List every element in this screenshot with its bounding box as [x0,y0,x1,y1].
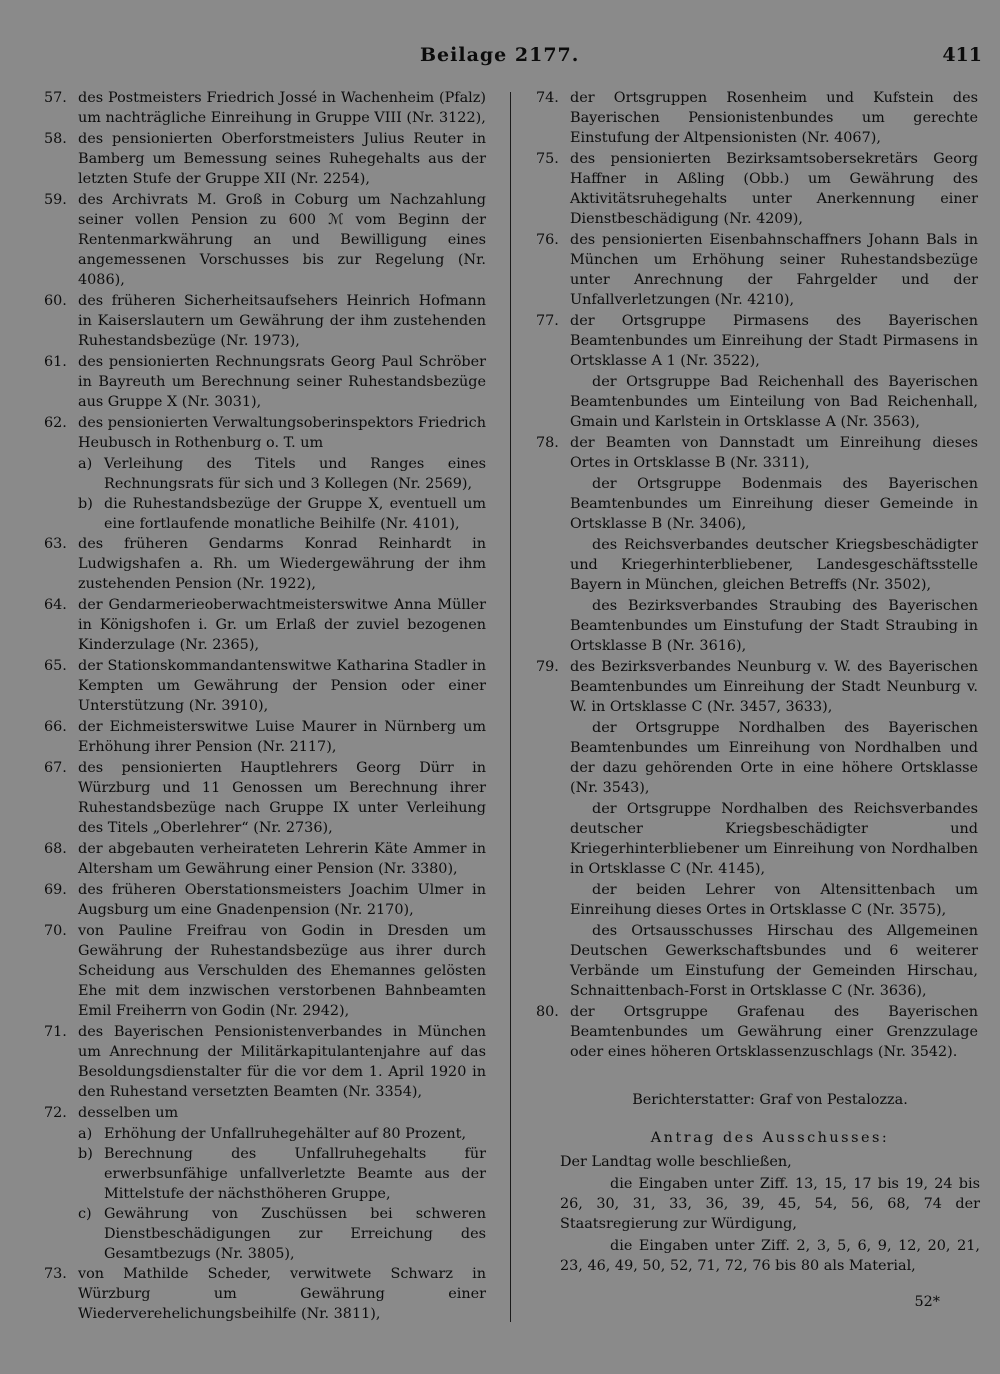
petition-entry [536,311,978,371]
petition-entry [536,88,978,148]
sub-item-label: a) [78,456,93,472]
entry-continuation: der Ortsgruppe Bodenmais des Bayerischen Beamtenbundes um Einreihung dieser Gemeinde in Ortsklasse B (Nr. 3406), [570,476,978,532]
entry-number: 70. [44,923,67,939]
entry-continuation: des Reichsverbandes deutscher Kriegsbeschädigter und Kriegerhinterbliebener, Landesgeschäftsstelle Bayern in München, gleichen Betreffs (Nr. 3502), [570,537,978,593]
entry-number: 61. [44,354,67,370]
entry-continuation: der beiden Lehrer von Altensittenbach um Einreihung dieses Ortes in Ortsklasse C (Nr. 3575), [570,882,978,918]
sub-item [78,1144,486,1204]
entry-text: der Ortsgruppe Pirmasens des Bayerischen Beamtenbundes um Einreihung der Stadt Pirmasens in Ortsklasse A 1 (Nr. 3522), [570,313,978,369]
entry-number: 79. [536,659,559,675]
entry-number: 69. [44,882,67,898]
motion-heading: Antrag des Ausschusses: [650,1130,890,1146]
closing-section [560,1090,980,1276]
entry-number: 80. [536,1004,559,1020]
petition-entry [536,1002,978,1062]
entry-number: 57. [44,90,67,106]
entry-number: 65. [44,658,67,674]
left-column [44,88,486,1325]
petition-entry [44,129,486,189]
entry-number: 73. [44,1266,67,1282]
motion-intro: Der Landtag wolle beschließen, [560,1154,792,1170]
entry-text: der Beamten von Dannstadt um Einreihung dieses Ortes in Ortsklasse B (Nr. 3311), [570,435,978,471]
entry-continuation: des Bezirksverbandes Straubing des Bayerischen Beamtenbundes um Einstufung der Stadt Straubing in Ortsklasse B (Nr. 3616), [570,598,978,654]
motion-paragraph-2: die Eingaben unter Ziff. 2, 3, 5, 6, 9, 12, 20, 21, 23, 46, 49, 50, 52, 71, 72, 76 bis 80 als Material, [560,1238,980,1274]
sub-item [78,494,486,534]
sub-item-label: b) [78,496,93,512]
sub-item [78,454,486,494]
entry-text: der Eichmeisterswitwe Luise Maurer in Nürnberg um Erhöhung ihrer Pension (Nr. 2117), [78,719,486,755]
petition-entry [44,1022,486,1102]
petition-entry [44,352,486,412]
column-divider [510,92,511,1322]
page-title: Beilage 2177. [420,44,580,66]
sub-item-text: Gewährung von Zuschüssen bei schweren Dienstbeschädigungen zur Erreichung des Gesamtbezugs (Nr. 3805), [104,1206,486,1262]
page-number: 411 [942,44,982,66]
sub-item-label: b) [78,1146,93,1162]
entry-text: des Bezirksverbandes Neunburg v. W. des Bayerischen Beamtenbundes um Einreihung der Stadt Neunburg v. W. in Ortsklasse C (Nr. 3457, 3633), [570,659,978,715]
entry-number: 60. [44,293,67,309]
entry-text: des pensionierten Bezirksamtsobersekretärs Georg Haffner in Aßling (Obb.) um Gewährung des Aktivitätsruhegehalts unter Anerkennung einer Dienstbeschädigung (Nr. 4209), [570,151,978,227]
petition-entry [44,656,486,716]
petition-entry [44,880,486,920]
signature-mark: 52* [914,1294,940,1310]
entry-text: des früheren Sicherheitsaufsehers Heinrich Hofmann in Kaiserslautern um Gewährung der ihm zustehenden Ruhestandsbezüge (Nr. 1973), [78,293,486,349]
entry-number: 64. [44,597,67,613]
petition-entry [44,595,486,655]
petition-entry [536,149,978,229]
entry-text: des Archivrats M. Groß in Coburg um Nachzahlung seiner vollen Pension zu 600 ℳ vom Beginn der Rentenmarkwährung an und Bewilligung eines angemessenen Vorschusses bis zur Regelung (Nr. 4086), [78,192,486,288]
petition-entry [44,534,486,594]
entry-text: des pensionierten Oberforstmeisters Julius Reuter in Bamberg um Bemessung seines Ruhegehalts aus der letzten Stufe der Gruppe XII (Nr. 2254), [78,131,486,187]
petition-entry [536,230,978,310]
petition-entry [44,1264,486,1324]
sub-item-text: die Ruhestandsbezüge der Gruppe X, eventuell um eine fortlaufende monatliche Beihilfe (Nr. 4101), [104,496,486,532]
entry-number: 77. [536,313,559,329]
petition-entry [44,758,486,838]
entry-number: 76. [536,232,559,248]
sub-item-text: Berechnung des Unfallruhegehalts für erwerbsunfähige unfallverletzte Beamte aus der Mittelstufe der nächsthöheren Gruppe, [104,1146,486,1202]
entry-text: der Ortsgruppe Grafenau des Bayerischen Beamtenbundes um Gewährung einer Grenzzulage oder eines höheren Ortsklassenzuschlags (Nr. 3542). [570,1004,978,1060]
petition-entry [44,88,486,128]
entry-text: des pensionierten Eisenbahnschaffners Johann Bals in München um Erhöhung seiner Ruhestandsbezüge unter Anrechnung der Fahrgelder und der Unfallverletzungen (Nr. 4210), [570,232,978,308]
entry-number: 67. [44,760,67,776]
entry-text: des pensionierten Hauptlehrers Georg Dürr in Würzburg und 11 Genossen um Berechnung ihrer Ruhestandsbezüge nach Gruppe IX unter Verleihung des Titels „Oberlehrer“ (Nr. 2736), [78,760,486,836]
sub-item-text: Verleihung des Titels und Ranges eines Rechnungsrats für sich und 3 Kollegen (Nr. 2569), [104,456,486,492]
entry-number: 71. [44,1024,67,1040]
petition-entry [44,1103,486,1123]
entry-continuation: der Ortsgruppe Bad Reichenhall des Bayerischen Beamtenbundes um Einteilung von Bad Reichenhall, Gmain und Karlstein in Ortsklasse A (Nr. 3563), [570,374,978,430]
right-column [536,88,978,1063]
entry-text: der abgebauten verheirateten Lehrerin Käte Ammer in Altersham um Gewährung einer Pension (Nr. 3380), [78,841,486,877]
entry-continuation: des Ortsausschusses Hirschau des Allgemeinen Deutschen Gewerkschaftsbundes und 6 weiterer Verbände um Einstufung der Gemeinden Hirschau, Schnaittenbach-Forst in Ortsklasse C (Nr. 3636), [570,923,978,999]
entry-continuation: der Ortsgruppe Nordhalben des Bayerischen Beamtenbundes um Einreihung von Nordhalben und der dazu gehörenden Orte in eine höhere Ortsklasse (Nr. 3543), [570,720,978,796]
entry-number: 66. [44,719,67,735]
petition-entry [44,190,486,290]
entry-text: von Mathilde Scheder, verwitwete Schwarz in Würzburg um Gewährung einer Wiederverehelichungsbeihilfe (Nr. 3811), [78,1266,486,1322]
entry-text: des früheren Gendarms Konrad Reinhardt in Ludwigshafen a. Rh. um Wiedergewährung der ihm zustehenden Pension (Nr. 1922), [78,536,486,592]
motion-paragraph-1: die Eingaben unter Ziff. 13, 15, 17 bis 19, 24 bis 26, 30, 31, 33, 36, 39, 45, 54, 56, 68, 74 der Staatsregierung zur Würdigung, [560,1176,980,1232]
reporter-line: Berichterstatter: Graf von Pestalozza. [632,1092,908,1108]
petition-entry [44,291,486,351]
page-header [0,44,1000,74]
petition-entry [44,717,486,757]
entry-number: 72. [44,1105,67,1121]
entry-number: 75. [536,151,559,167]
sub-item-text: Erhöhung der Unfallruhegehälter auf 80 Prozent, [104,1126,467,1142]
petition-entry [536,433,978,473]
entry-text: der Stationskommandantenswitwe Katharina Stadler in Kempten um Gewährung der Pension oder einer Unterstützung (Nr. 3910), [78,658,486,714]
petition-entry [44,413,486,453]
sub-item [78,1124,486,1144]
entry-text: von Pauline Freifrau von Godin in Dresden um Gewährung der Ruhestandsbezüge aus ihrer durch Scheidung aus Verschulden des Ehemannes gelösten Ehe mit dem inzwischen verstorbenen Bahnbeamten Emil Freiherrn von Godin (Nr. 2942), [78,923,486,1019]
entry-number: 62. [44,415,67,431]
entry-number: 59. [44,192,67,208]
sub-item-label: a) [78,1126,93,1142]
sub-item [78,1204,486,1264]
entry-text: des früheren Oberstationsmeisters Joachim Ulmer in Augsburg um eine Gnadenpension (Nr. 2170), [78,882,486,918]
entry-continuation: der Ortsgruppe Nordhalben des Reichsverbandes deutscher Kriegsbeschädigter und Kriegerhinterbliebener um Einreihung von Nordhalben in Ortsklasse C (Nr. 4145), [570,801,978,877]
entry-number: 68. [44,841,67,857]
entry-number: 78. [536,435,559,451]
entry-text: der Ortsgruppen Rosenheim und Kufstein des Bayerischen Pensionistenbundes um gerechte Einstufung der Altpensionisten (Nr. 4067), [570,90,978,146]
petition-entry [536,657,978,717]
entry-text: des Bayerischen Pensionistenverbandes in München um Anrechnung der Militärkapitulantenjahre auf das Besoldungsdienstalter für die vor dem 1. April 1920 in den Ruhestand versetzten Beamten (Nr. 3354), [78,1024,486,1100]
petition-entry [44,839,486,879]
entry-text: desselben um [78,1105,179,1121]
sub-item-label: c) [78,1206,92,1222]
entry-number: 74. [536,90,559,106]
entry-number: 58. [44,131,67,147]
petition-entry [44,921,486,1021]
entry-text: des pensionierten Rechnungsrats Georg Paul Schröber in Bayreuth um Berechnung seiner Ruhestandsbezüge aus Gruppe X (Nr. 3031), [78,354,486,410]
entry-text: des Postmeisters Friedrich Jossé in Wachenheim (Pfalz) um nachträgliche Einreihung in Gruppe VIII (Nr. 3122), [78,90,486,126]
entry-text: der Gendarmerieoberwachtmeisterswitwe Anna Müller in Königshofen i. Gr. um Erlaß der zuviel bezogenen Kinderzulage (Nr. 2365), [78,597,486,653]
entry-number: 63. [44,536,67,552]
entry-text: des pensionierten Verwaltungsoberinspektors Friedrich Heubusch in Rothenburg o. T. um [78,415,486,451]
